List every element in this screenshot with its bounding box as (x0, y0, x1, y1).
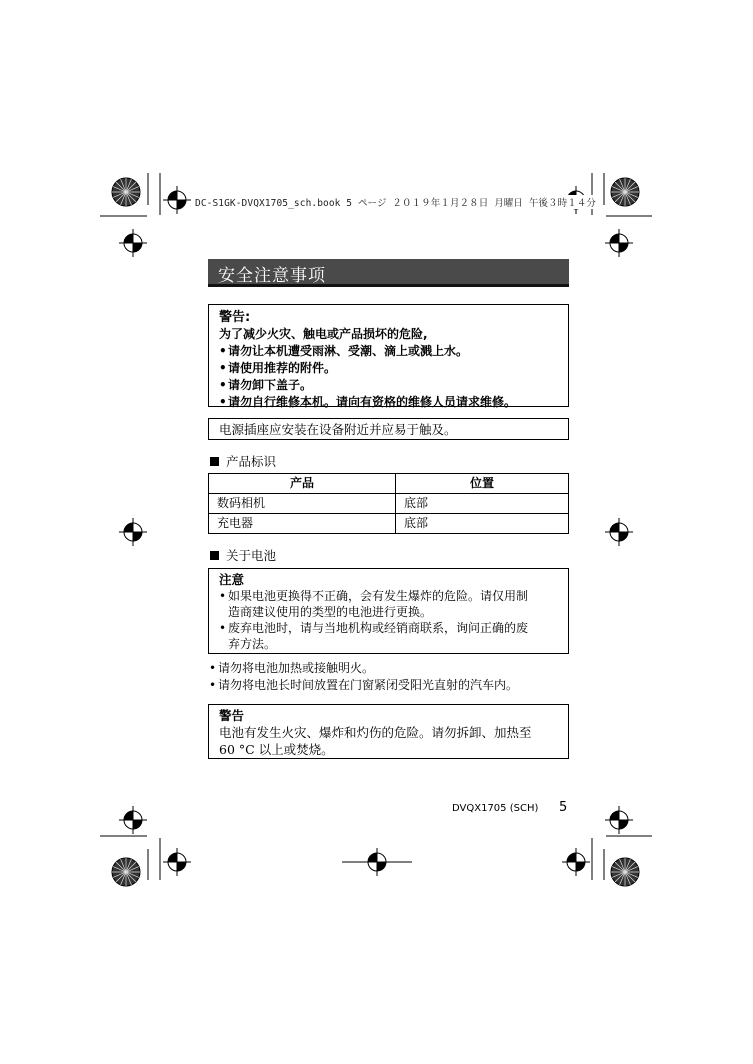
bullet-icon: • (219, 621, 227, 635)
warning-intro: 为了减少火灾、触电或产品损坏的危险, (219, 327, 428, 341)
socket-note: 电源插座应安装在设备附近并应易于触及。 (208, 418, 569, 440)
bottom-left-registration-mark (163, 848, 191, 876)
footer-model-code: DVQX1705 (SCH) (452, 803, 539, 814)
battery-warning-line: 电池有发生火灾、爆炸和灼伤的危险。请勿拆卸、加热至 (219, 725, 532, 740)
battery-heading: 关于电池 (210, 546, 276, 564)
battery-warning-box (208, 704, 569, 759)
bullet-icon: • (219, 395, 227, 409)
bottom-left-star-target (112, 858, 140, 886)
left-upper-registration-mark (119, 229, 147, 257)
bullet-icon: • (219, 589, 227, 603)
warning-item: • 请勿卸下盖子。 (219, 378, 313, 392)
page-title: 安全注意事项 (218, 266, 326, 286)
print-header: DC-S1GK-DVQX1705_sch.book 5 ページ ２０１９年１月２８日 月曜日 午後３時１４分 (193, 195, 598, 209)
table-cell: 底部 (396, 514, 569, 534)
battery-caution-box (208, 568, 569, 654)
table-cell: 底部 (396, 494, 569, 514)
bottom-right-registration-mark (562, 848, 590, 876)
battery-warning-line: 60 °C 以上或焚烧。 (219, 742, 334, 757)
top-left-star-target (112, 178, 140, 206)
table-cell: 充电器 (209, 514, 396, 534)
table-cell: 数码相机 (209, 494, 396, 514)
warning-box (208, 304, 569, 407)
battery-notes (209, 660, 518, 694)
table-header-row (209, 474, 569, 494)
bullet-icon: • (219, 378, 227, 392)
page-title-bar (208, 259, 569, 287)
product-id-heading: 产品标识 (210, 452, 276, 470)
column-header-location: 位置 (396, 474, 569, 494)
square-bullet-icon (210, 457, 219, 466)
bottom-right-star-target (611, 858, 639, 886)
warning-item: • 请勿自行维修本机。请向有资格的维修人员请求维修。 (219, 395, 517, 409)
right-lower-registration-mark (605, 806, 633, 834)
warning-heading: 警告: (219, 310, 251, 325)
top-right-star-target (611, 178, 639, 206)
square-bullet-icon (210, 551, 219, 560)
warning-item: • 请勿让本机遭受雨淋、受潮、滴上或溅上水。 (219, 344, 469, 358)
bullet-icon: • (209, 661, 217, 675)
caution-item: • 废弃电池时，请与当地机构或经销商联系，询问正确的废 弃方法。 (219, 621, 529, 651)
right-upper-registration-mark (605, 229, 633, 257)
caution-item: • 如果电池更换得不正确，会有发生爆炸的危险。请仅用制 造商建议使用的类型的电池进行更换。 (219, 589, 529, 619)
warning-item: • 请使用推荐的附件。 (219, 361, 337, 375)
bullet-icon: • (219, 344, 227, 358)
battery-warning-heading: 警告 (219, 708, 245, 723)
bullet-icon: • (219, 361, 227, 375)
bullet-icon: • (209, 678, 217, 692)
list-item: • 请勿将电池长时间放置在门窗紧闭受阳光直射的汽车内。 (209, 678, 519, 692)
list-item: • 请勿将电池加热或接触明火。 (209, 661, 375, 675)
table-row (209, 494, 569, 514)
page-number: 5 (559, 800, 568, 815)
table-row (209, 514, 569, 534)
caution-heading: 注意 (219, 572, 245, 587)
right-middle-registration-mark (605, 518, 633, 546)
left-lower-registration-mark (119, 806, 147, 834)
product-id-table (208, 473, 569, 534)
top-left-registration-mark (163, 186, 191, 214)
left-middle-registration-mark (119, 518, 147, 546)
column-header-product: 产品 (209, 474, 396, 494)
